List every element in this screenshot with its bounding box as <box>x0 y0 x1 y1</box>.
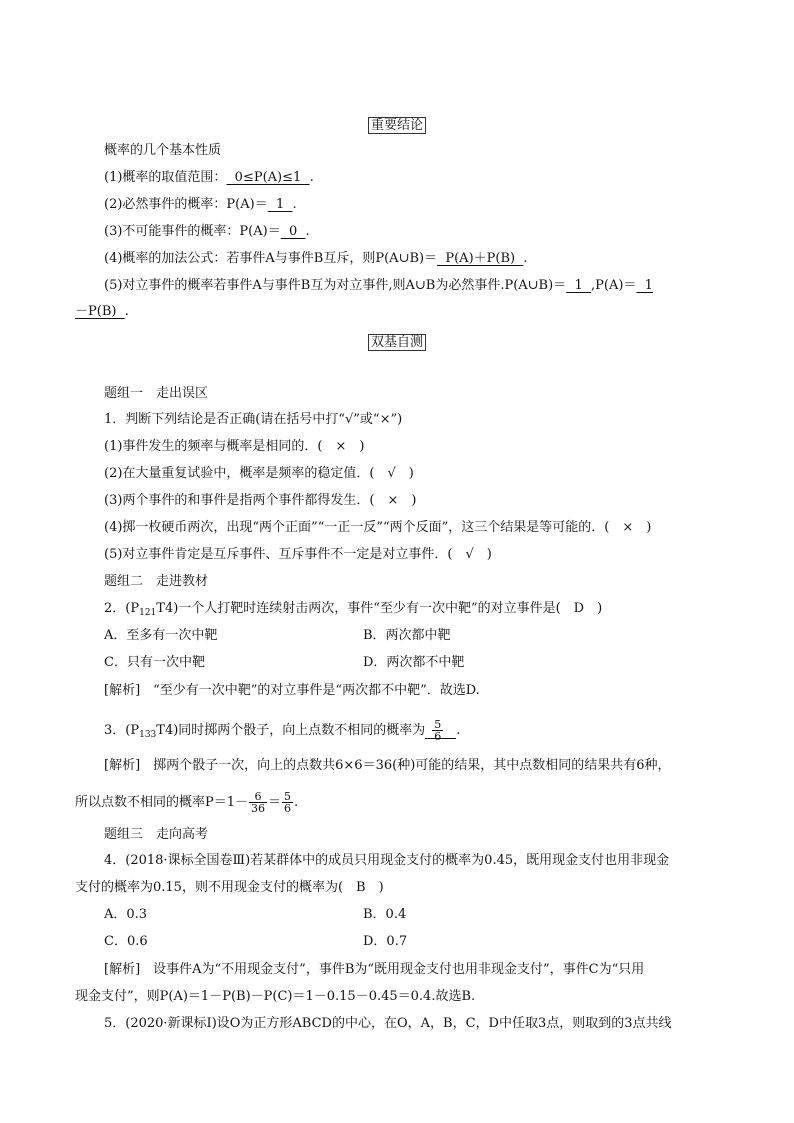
property-5: (5)对立事件的概率若事件A与事件B互为对立事件,则A∪B为必然事件.P(A∪B)＝ 1 ,P(A)＝ 1 <box>104 278 653 293</box>
property-5-continued: －P(B) . <box>75 304 129 319</box>
judgement-item-1: (1)事件发生的频率与概率是相同的．( × ) <box>104 439 365 454</box>
answer-blank: 0 <box>280 224 306 239</box>
property-1: (1)概率的取值范围： 0≤P(A)≤1 . <box>104 170 314 185</box>
judgement-item-2: (2)在大量重复试验中，概率是频率的稳定值．( √ ) <box>104 466 414 481</box>
judgement-item-3: (3)两个事件的和事件是指两个事件都得发生．( × ) <box>104 493 417 508</box>
q2-option-b: B．两次都中靶 <box>363 628 451 643</box>
answer-blank <box>425 718 456 743</box>
q4-option-d: D．0.7 <box>363 934 408 949</box>
group-2-title: 题组二 走进教材 <box>104 574 209 589</box>
answer-blank: 1 <box>566 278 591 293</box>
q2-option-d: D．两次都不中靶 <box>363 655 465 670</box>
section-heading-self-test: 双基自测 <box>0 335 794 351</box>
q4-analysis-line-1: [解析] 设事件A为“不用现金支付”，事件B为“既用现金支付也用非现金支付”，事件C为“只用 <box>104 962 645 977</box>
answer-blank: 1 <box>636 278 653 293</box>
properties-intro: 概率的几个基本性质 <box>104 143 222 158</box>
q4-analysis-line-2: 现金支付”，则P(A)＝1－P(B)－P(C)＝1－0.15－0.45＝0.4.故选B. <box>75 989 476 1004</box>
q2-analysis: [解析] “至少有一次中靶”的对立事件是“两次都不中靶”．故选D. <box>104 683 480 698</box>
fraction: $\frac{5}{6}$ <box>434 718 442 743</box>
group-1-title: 题组一 走出误区 <box>104 386 209 401</box>
answer-blank: P(A)＋P(B) <box>437 251 524 266</box>
group-3-title: 题组三 走向高考 <box>104 827 209 842</box>
q3-analysis-line-2: 所以点数不相同的概率P＝1－ $\frac{6}{36}$ ＝ $\frac{5}{6}$ . <box>75 790 299 815</box>
fraction: $\frac{6}{36}$ <box>251 790 266 815</box>
property-2: (2)必然事件的概率：P(A)＝ 1 . <box>104 197 297 212</box>
question-1: 1．判断下列结论是否正确(请在括号中打“√”或“×”) <box>104 412 403 427</box>
q2-option-a: A．至多有一次中靶 <box>104 628 218 643</box>
judgement-item-4: (4)掷一枚硬币两次，出现“两个正面”“一正一反”“两个反面”，这三个结果是等可能的．( × ) <box>104 520 652 535</box>
q3-analysis-line-1: [解析] 掷两个骰子一次，向上的点数共6×6＝36(种)可能的结果，其中点数相同的结果共有6种， <box>104 758 671 773</box>
property-4: (4)概率的加法公式：若事件A与事件B互斥，则P(A∪B)＝ P(A)＋P(B) . <box>104 251 528 266</box>
answer-blank: 0≤P(A)≤1 <box>226 170 310 185</box>
property-3: (3)不可能事件的概率：P(A)＝ 0 . <box>104 224 310 239</box>
q4-option-a: A．0.3 <box>104 907 148 922</box>
section-heading-conclusions: 重要结论 <box>0 118 794 134</box>
question-2: 2．$(P_{121}T4)$一个人打靶时连续射击两次，事件“至少有一次中靶”的对立事件是( D ) <box>104 601 603 618</box>
question-4-line-1: 4．(2018·课标全国卷Ⅲ)若某群体中的成员只用现金支付的概率为0.45，既用现金支付也用非现金 <box>104 853 670 868</box>
answer-blank: －P(B) <box>75 304 125 319</box>
q4-option-c: C．0.6 <box>104 934 148 949</box>
question-4-line-2: 支付的概率为0.15，则不用现金支付的概率为( B ) <box>75 880 384 895</box>
question-3: 3．$(P_{133}T4)$同时掷两个骰子，向上点数不相同的概率为 $\frac{5}{6}$ . <box>104 718 461 743</box>
q4-option-b: B．0.4 <box>363 907 407 922</box>
fraction: $\frac{5}{6}$ <box>284 790 292 815</box>
q2-option-c: C．只有一次中靶 <box>104 655 205 670</box>
question-5-line-1: 5．(2020·新课标Ⅰ)设O为正方形ABCD的中心，在O，A，B，C，D中任取3点，则取到的3点共线 <box>104 1016 672 1031</box>
judgement-item-5: (5)对立事件肯定是互斥事件、互斥事件不一定是对立事件．( √ ) <box>104 547 492 562</box>
answer-blank: 1 <box>267 197 293 212</box>
